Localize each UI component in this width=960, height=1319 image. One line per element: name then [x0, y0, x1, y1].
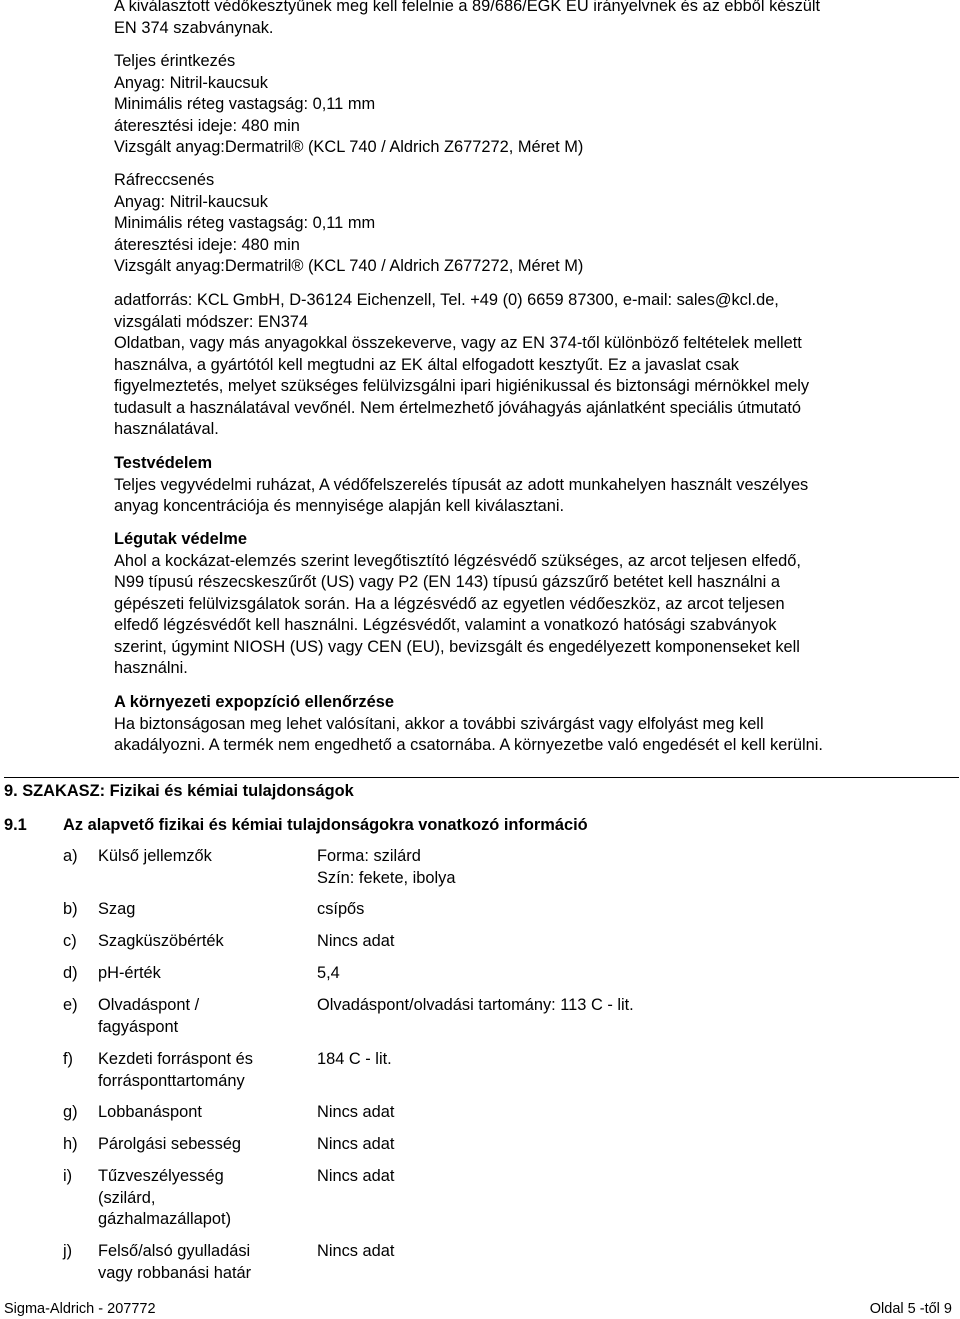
section-divider — [4, 777, 959, 778]
footer-page-number: Oldal 5 -től 9 — [869, 1301, 952, 1317]
full-contact-line: Minimális réteg vastagság: 0,11 mm — [114, 95, 376, 113]
respiratory-line: használni. — [114, 659, 188, 677]
source-line: figyelmeztetés, melyet szükséges felülvizsgálni ipari higiénikussal és biztonsági mérnökkel mely — [114, 377, 810, 395]
property-name: Párolgási sebesség — [98, 1135, 242, 1153]
splash-line: Ráfreccsenés — [114, 171, 215, 189]
property-letter: d) — [63, 964, 78, 982]
environment-heading: A környezeti expopzíció ellenőrzése — [114, 693, 394, 711]
property-name: Külső jellemzők — [98, 847, 212, 865]
respiratory-heading: Légutak védelme — [114, 530, 247, 548]
subsection-title: Az alapvető fizikai és kémiai tulajdonságokra vonatkozó információ — [63, 816, 588, 834]
splash-line: Anyag: Nitril-kaucsuk — [114, 192, 268, 211]
source-block — [114, 290, 944, 441]
source-line: Oldatban, vagy más anyagokkal összekeverve, vagy az EN 374-től különböző feltételek mellett — [114, 334, 802, 352]
property-value: 5,4 — [317, 964, 340, 982]
property-name: Felső/alsó gyulladási vagy robbanási határ — [98, 1242, 252, 1282]
property-value: Forma: szilárd Szín: fekete, ibolya — [317, 847, 456, 887]
property-name: Lobbanáspont — [98, 1103, 202, 1121]
full-contact-line: áteresztési ideje: 480 min — [114, 116, 300, 135]
environment-line: Ha biztonságosan meg lehet valósítani, akkor a további szivárgást vagy elfolyást meg kell — [114, 714, 764, 733]
intro-paragraph — [114, 0, 944, 39]
property-value: Nincs adat — [317, 1167, 395, 1185]
property-name: Olvadáspont / fagyáspont — [98, 996, 200, 1036]
property-letter: e) — [63, 996, 78, 1014]
property-letter: f) — [63, 1050, 74, 1068]
full-contact-line: Vizsgált anyag:Dermatril® (KCL 740 / Aldrich Z677272, Méret M) — [114, 138, 584, 156]
property-value: 184 C - lit. — [317, 1050, 392, 1068]
property-letter: a) — [63, 847, 78, 865]
source-line: tudasult a használatával vevőnél. Nem értelmezhető jóváhagyás ajánlatként speciális útmutató — [114, 398, 801, 417]
splash-line: Minimális réteg vastagság: 0,11 mm — [114, 214, 376, 232]
splash-block — [114, 170, 944, 278]
respiratory-line: Ahol a kockázat-elemzés szerint levegőtisztító légzésvédő szükséges, az arcot teljesen elfedő, — [114, 551, 801, 570]
property-value: Nincs adat — [317, 1242, 395, 1260]
source-line: adatforrás: KCL GmbH, D-36124 Eichenzell, Tel. +49 (0) 6659 87300, e-mail: sales@kcl.de, — [114, 291, 779, 309]
property-value: Olvadáspont/olvadási tartomány: 113 C - lit. — [317, 996, 634, 1014]
property-letter: h) — [63, 1135, 78, 1153]
body-protection-block — [114, 453, 944, 518]
full-contact-line: Teljes érintkezés — [114, 52, 236, 70]
property-value: Nincs adat — [317, 1135, 395, 1153]
property-name: Kezdeti forráspont és forrásponttartomány — [98, 1050, 253, 1090]
property-letter: c) — [63, 932, 77, 950]
property-value: Nincs adat — [317, 1103, 395, 1121]
source-line: vizsgálati módszer: EN374 — [114, 312, 309, 331]
splash-line: Vizsgált anyag:Dermatril® (KCL 740 / Aldrich Z677272, Méret M) — [114, 257, 584, 275]
source-line: használatával. — [114, 420, 219, 438]
property-name: pH-érték — [98, 964, 161, 982]
property-name: Szagküszöbérték — [98, 932, 224, 950]
body-protection-line: Teljes vegyvédelmi ruházat, A védőfelszerelés típusát az adott munkahelyen használt veszélyes — [114, 475, 809, 494]
splash-line: áteresztési ideje: 480 min — [114, 235, 300, 254]
property-letter: g) — [63, 1103, 78, 1121]
respiratory-line: elfedő légzésvédőt kell használni. Légzésvédőt, valamint a vonatkozó hatósági szabványok — [114, 616, 777, 634]
property-value: Nincs adat — [317, 932, 395, 950]
property-value: csípős — [317, 900, 365, 918]
respiratory-line: szerint, úgymint NIOSH (US) vagy CEN (EU), bevizsgált és engedélyezett komponenseket kell — [114, 637, 800, 656]
intro-line: A kiválasztott védőkesztyűnek meg kell felelnie a 89/686/EGK EU irányelvnek és az ebből készült — [114, 0, 821, 15]
respiratory-block — [114, 529, 944, 680]
body-protection-heading: Testvédelem — [114, 454, 213, 472]
environment-block — [114, 692, 944, 757]
property-name: Szag — [98, 900, 136, 918]
intro-line: EN 374 szabványnak. — [114, 18, 274, 37]
respiratory-line: gépészeti felülvizsgálatok során. Ha a légzésvédő az egyetlen védőeszköz, az arcot teljesen — [114, 594, 785, 613]
property-letter: j) — [63, 1242, 73, 1260]
subsection-number: 9.1 — [4, 816, 27, 834]
property-letter: b) — [63, 900, 78, 918]
full-contact-line: Anyag: Nitril-kaucsuk — [114, 73, 268, 92]
footer-left: Sigma-Aldrich - 207772 — [4, 1301, 156, 1317]
property-name: Tűzveszélyesség (szilárd, gázhalmazállapot) — [98, 1167, 232, 1228]
section-9-title: 9. SZAKASZ: Fizikai és kémiai tulajdonságok — [4, 782, 354, 800]
body-protection-line: anyag koncentrációja és mennyisége alapján kell kiválasztani. — [114, 497, 565, 515]
full-contact-block — [114, 51, 944, 159]
respiratory-line: N99 típusú részecskeszűrőt (US) vagy P2 (EN 143) típusú gázszűrő betétet kell használni a — [114, 573, 780, 591]
source-line: használva, a gyártótól kell megtudni az EK által elfogadott kesztyűt. Ez a javaslat csak — [114, 355, 739, 374]
environment-line: akadályozni. A termék nem engedhető a csatornába. A környezetbe való engedését el kell kerülni. — [114, 736, 823, 754]
property-letter: i) — [63, 1167, 73, 1185]
